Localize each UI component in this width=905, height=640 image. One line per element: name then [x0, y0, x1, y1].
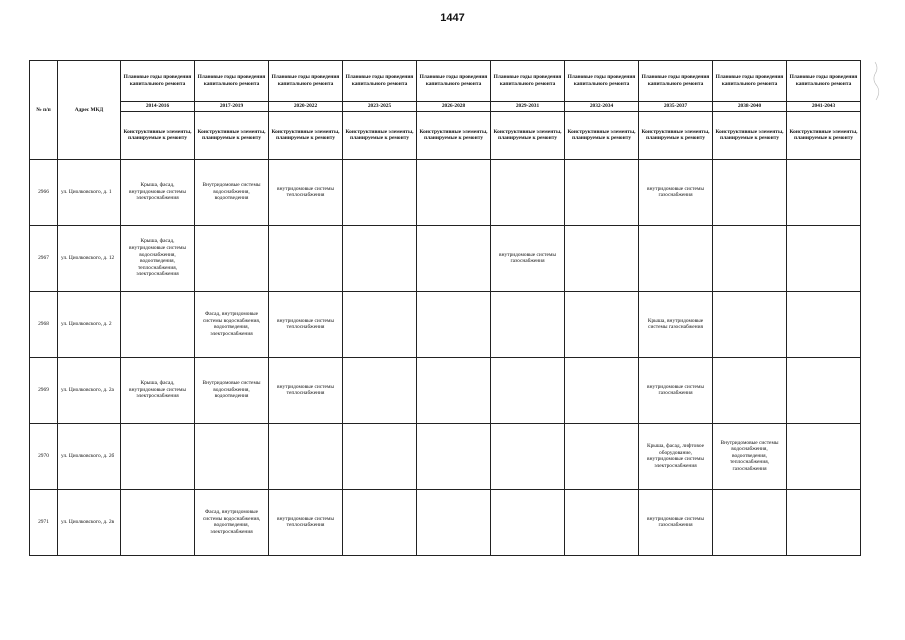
repair-elements-cell: [713, 225, 787, 291]
repair-elements-cell: [343, 225, 417, 291]
repair-elements-cell: Внутридомовые системы водоснабжения, водоотведения: [195, 357, 269, 423]
row-number: 2971: [30, 489, 58, 555]
table-row: [30, 489, 861, 555]
period-label: Плановые годы проведения капитального ремонта: [639, 61, 713, 102]
repair-elements-cell: Крыша, внутридомовые системы газоснабжения: [639, 291, 713, 357]
row-number: 2968: [30, 291, 58, 357]
repair-elements-cell: [121, 291, 195, 357]
elements-label: Конструктивные элементы, планируемые к ремонту: [491, 111, 565, 159]
elements-label: Конструктивные элементы, планируемые к ремонту: [343, 111, 417, 159]
repair-elements-cell: Фасад, внутридомовые системы водоснабжения, водоотведения, электроснабжения: [195, 291, 269, 357]
repair-elements-cell: [491, 159, 565, 225]
capital-repair-plan-table: [29, 60, 861, 556]
period-label: Плановые годы проведения капитального ремонта: [491, 61, 565, 102]
table-row: [30, 159, 861, 225]
repair-elements-cell: Крыша, фасад, внутридомовые системы водоснабжения, водоотведения, теплоснабжения, электроснабжения: [121, 225, 195, 291]
repair-elements-cell: [343, 291, 417, 357]
address-cell: ул. Циолковского, д. 2в: [58, 489, 121, 555]
repair-elements-cell: [713, 357, 787, 423]
period-label: Плановые годы проведения капитального ремонта: [713, 61, 787, 102]
repair-elements-cell: [491, 489, 565, 555]
period-label: Плановые годы проведения капитального ремонта: [343, 61, 417, 102]
repair-elements-cell: [417, 357, 491, 423]
repair-elements-cell: [121, 423, 195, 489]
repair-elements-cell: [343, 489, 417, 555]
page-number: 1447: [440, 12, 465, 24]
repair-elements-cell: Внутридомовые системы водоснабжения, водоотведения, теплоснабжения, газоснабжения: [713, 423, 787, 489]
elements-label: Конструктивные элементы, планируемые к ремонту: [787, 111, 861, 159]
table-row: [30, 357, 861, 423]
repair-elements-cell: внутридомовые системы газоснабжения: [639, 159, 713, 225]
repair-elements-cell: [343, 423, 417, 489]
year-range-header: 2035-2037: [639, 102, 713, 112]
period-label: Плановые годы проведения капитального ремонта: [565, 61, 639, 102]
repair-elements-cell: [195, 225, 269, 291]
row-number: 2967: [30, 225, 58, 291]
repair-elements-cell: [269, 225, 343, 291]
repair-elements-cell: [787, 357, 861, 423]
repair-elements-cell: [565, 423, 639, 489]
address-cell: ул. Циолковского, д. 2: [58, 291, 121, 357]
year-range-header: 2017-2019: [195, 102, 269, 112]
year-range-header: 2038-2040: [713, 102, 787, 112]
elements-label: Конструктивные элементы, планируемые к ремонту: [195, 111, 269, 159]
repair-elements-cell: [565, 357, 639, 423]
repair-elements-cell: внутридомовые системы теплоснабжения: [269, 159, 343, 225]
repair-elements-cell: внутридомовые системы газоснабжения: [491, 225, 565, 291]
repair-elements-cell: внутридомовые системы теплоснабжения: [269, 357, 343, 423]
period-label: Плановые годы проведения капитального ремонта: [121, 61, 195, 102]
repair-elements-cell: [121, 489, 195, 555]
year-range-header: 2020-2022: [269, 102, 343, 112]
repair-elements-cell: [787, 225, 861, 291]
period-label: Плановые годы проведения капитального ремонта: [269, 61, 343, 102]
repair-elements-cell: [713, 159, 787, 225]
repair-elements-cell: [491, 423, 565, 489]
row-number: 2969: [30, 357, 58, 423]
year-range-header: 2026-2028: [417, 102, 491, 112]
repair-elements-cell: [195, 423, 269, 489]
repair-elements-cell: Крыша, фасад, внутридомовые системы электроснабжения: [121, 159, 195, 225]
address-cell: ул. Циолковского, д. 1: [58, 159, 121, 225]
repair-elements-cell: [787, 291, 861, 357]
elements-label: Конструктивные элементы, планируемые к ремонту: [639, 111, 713, 159]
repair-elements-cell: [787, 423, 861, 489]
repair-elements-cell: [417, 489, 491, 555]
repair-elements-cell: [417, 423, 491, 489]
elements-label: Конструктивные элементы, планируемые к ремонту: [565, 111, 639, 159]
repair-elements-cell: [417, 159, 491, 225]
year-range-header: 2041-2043: [787, 102, 861, 112]
repair-elements-cell: [639, 225, 713, 291]
repair-elements-cell: [565, 291, 639, 357]
repair-elements-cell: [787, 159, 861, 225]
repair-elements-cell: [417, 225, 491, 291]
repair-elements-cell: внутридомовые системы теплоснабжения: [269, 489, 343, 555]
period-label: Плановые годы проведения капитального ремонта: [787, 61, 861, 102]
repair-elements-cell: [713, 291, 787, 357]
year-range-header: 2014-2016: [121, 102, 195, 112]
repair-elements-cell: [787, 489, 861, 555]
repair-elements-cell: [269, 423, 343, 489]
repair-elements-cell: внутридомовые системы газоснабжения: [639, 489, 713, 555]
repair-elements-cell: Фасад, внутридомовые системы водоснабжения, водоотведения, электроснабжения: [195, 489, 269, 555]
row-number: 2970: [30, 423, 58, 489]
year-range-header: 2029-2031: [491, 102, 565, 112]
repair-elements-cell: Крыша, фасад, внутридомовые системы электроснабжения: [121, 357, 195, 423]
address-cell: ул. Циолковского, д. 2б: [58, 423, 121, 489]
table-row: [30, 423, 861, 489]
elements-label: Конструктивные элементы, планируемые к ремонту: [713, 111, 787, 159]
address-cell: ул. Циолковского, д. 12: [58, 225, 121, 291]
repair-elements-cell: [565, 489, 639, 555]
elements-label: Конструктивные элементы, планируемые к ремонту: [417, 111, 491, 159]
repair-elements-cell: [343, 159, 417, 225]
repair-elements-cell: [565, 159, 639, 225]
repair-elements-cell: [343, 357, 417, 423]
row-number: 2966: [30, 159, 58, 225]
repair-elements-cell: [491, 357, 565, 423]
period-label: Плановые годы проведения капитального ремонта: [417, 61, 491, 102]
repair-elements-cell: внутридомовые системы теплоснабжения: [269, 291, 343, 357]
year-range-header: 2023-2025: [343, 102, 417, 112]
elements-label: Конструктивные элементы, планируемые к ремонту: [269, 111, 343, 159]
column-header-number: № п/п: [30, 61, 58, 160]
repair-elements-cell: [491, 291, 565, 357]
margin-mark: [871, 60, 887, 120]
period-label: Плановые годы проведения капитального ремонта: [195, 61, 269, 102]
column-header-address: Адрес МКД: [58, 61, 121, 160]
repair-elements-cell: [417, 291, 491, 357]
elements-label: Конструктивные элементы, планируемые к ремонту: [121, 111, 195, 159]
table-row: [30, 225, 861, 291]
table-row: [30, 291, 861, 357]
repair-elements-cell: Внутридомовые системы водоснабжения, водоотведения: [195, 159, 269, 225]
repair-elements-cell: [713, 489, 787, 555]
year-range-header: 2032-2034: [565, 102, 639, 112]
repair-elements-cell: [565, 225, 639, 291]
address-cell: ул. Циолковского, д. 2а: [58, 357, 121, 423]
repair-elements-cell: внутридомовые системы газоснабжения: [639, 357, 713, 423]
repair-elements-cell: Крыша, фасад, лифтовое оборудование, внутридомовые системы электроснабжения: [639, 423, 713, 489]
